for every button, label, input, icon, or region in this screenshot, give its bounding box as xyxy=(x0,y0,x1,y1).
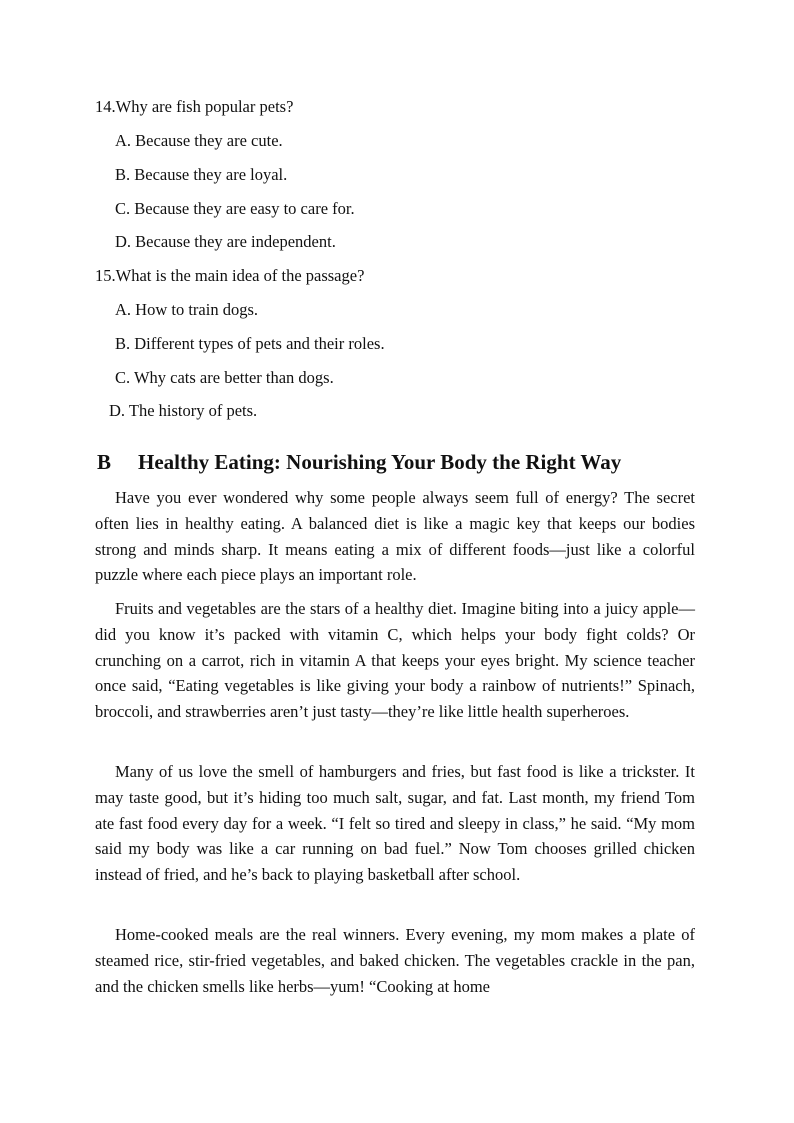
passage-paragraph-2: Fruits and vegetables are the stars of a healthy diet. Imagine biting into a juicy apple—did you know it’s packed with vitamin C, which helps your body fight colds? Or crunching on a carrot, rich in vitamin A that keeps your eyes bright. My science teacher once said, “Eating vegetables is like giving your body a rainbow of nutrients!” Spinach, broccoli, and strawberries aren’t just tasty—they’re like little health superheroes. xyxy=(95,599,695,722)
passage-paragraph-4: Home-cooked meals are the real winners. Every evening, my mom makes a plate of steamed rice, stir-fried vegetables, and baked chicken. The vegetables crackle in the pan, and the chicken smells like herbs—yum! “Cooking at home xyxy=(95,925,695,996)
question-15-option-b: B. Different types of pets and their roles. xyxy=(115,334,385,353)
question-15-option-d: D. The history of pets. xyxy=(109,401,258,420)
section-title: Healthy Eating: Nourishing Your Body the Right Way xyxy=(138,450,622,474)
question-14-option-d: D. Because they are independent. xyxy=(115,232,336,251)
question-14-option-b: B. Because they are loyal. xyxy=(115,165,288,184)
passage-paragraph-1: Have you ever wondered why some people always seem full of energy? The secret often lies in healthy eating. A balanced diet is like a magic key that keeps our bodies strong and minds sharp. It means eating a mix of different foods—just like a colorful puzzle where each piece plays an important role. xyxy=(95,488,695,585)
question-15-text: What is the main idea of the passage? xyxy=(115,266,365,285)
section-heading xyxy=(97,449,621,475)
question-14-number: 14. xyxy=(95,97,116,116)
question-15-stem xyxy=(95,266,364,286)
question-14-stem xyxy=(95,97,293,117)
section-letter: B xyxy=(97,450,112,474)
question-14-option-a: A. Because they are cute. xyxy=(115,131,283,150)
question-15-number: 15. xyxy=(95,266,116,285)
passage-paragraph-3: Many of us love the smell of hamburgers and fries, but fast food is like a trickster. It may taste good, but it’s hiding too much salt, sugar, and fat. Last month, my friend Tom ate fast food every day for a week. “I felt so tired and sleepy in class,” he said. “My mom said my body was like a car running on bad fuel.” Now Tom chooses grilled chicken instead of fried, and he’s back to playing basketball after school. xyxy=(95,762,695,885)
question-15-option-a: A. How to train dogs. xyxy=(115,300,258,319)
question-14-text: Why are fish popular pets? xyxy=(115,97,294,116)
question-15-option-c: C. Why cats are better than dogs. xyxy=(115,368,334,387)
question-14-option-c: C. Because they are easy to care for. xyxy=(115,199,355,218)
